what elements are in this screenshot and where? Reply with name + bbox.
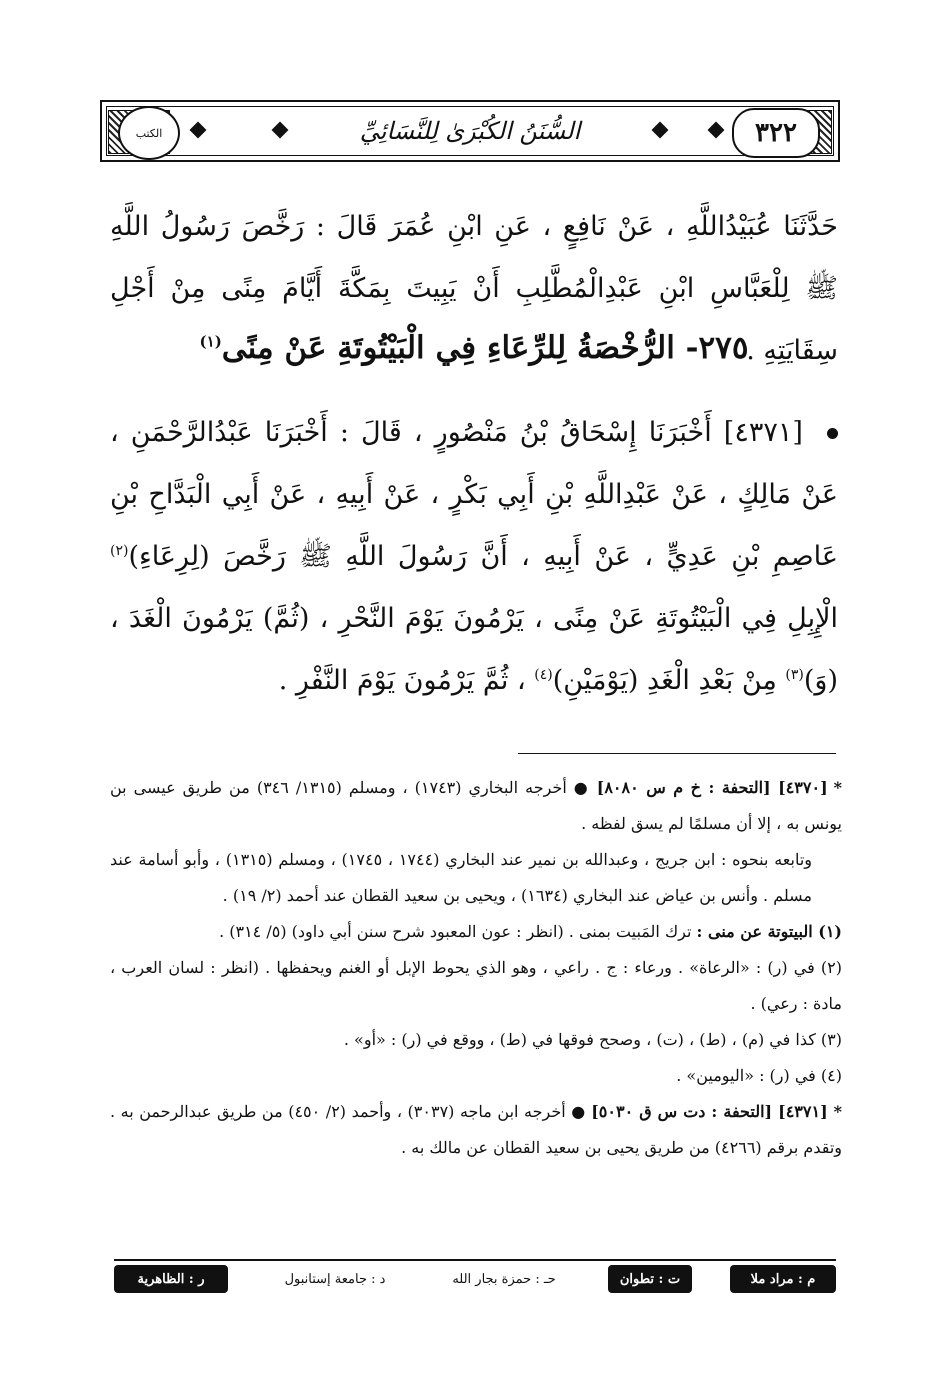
hadith-text: أَخْبَرَنَا إِسْحَاقُ بْنُ مَنْصُورٍ ، قَالَ : أَخْبَرَنَا عَبْدُالرَّحْمَنِ ، عَنْ مَالِكٍ ، عَنْ عَبْدِاللَّهِ بْنِ أَبِي بَكْرٍ ، عَنْ أَبِيهِ ، عَنْ أَبِي الْبَدَّاحِ بْنِ عَاصِمِ بْنِ عَدِيٍّ ، عَنْ أَبِيهِ ، أَنَّ رَسُولَ اللَّهِ ﷺ رَخَّصَ (لِرِعَاءِ) bbox=[110, 417, 838, 572]
footnote-term: (١) البيتوتة عن منى : bbox=[696, 922, 842, 941]
footnote-4: (٤) في (ر) : «اليومين» . bbox=[676, 1066, 842, 1085]
bottom-rule bbox=[114, 1259, 836, 1261]
legend-h: حـ : حمزة بجار الله bbox=[452, 1271, 556, 1287]
legend-d: د : جامعة إستانبول bbox=[284, 1271, 386, 1287]
page-number: ٣٢٢ bbox=[732, 108, 820, 158]
publisher-emblem bbox=[118, 106, 180, 160]
takhrij-continuation: وتابعه بنحوه : ابن جريج ، وعبدالله بن نمير عند البخاري (١٧٤٤ ، ١٧٤٥) ، ومسلم (١٣١٥) ، وأبو أسامة عند مسلم . وأنس بن عياض عند البخاري (١٦٣٤) ، ويحيى بن سعيد القطان عند أحمد (٢/ ١٩) . bbox=[110, 850, 812, 905]
legend-r: ر : الظاهرية bbox=[114, 1265, 228, 1293]
footnote-2: (٢) في (ر) : «الرعاة» . ورعاء : ج . راعي ، وهو الذي يحوط الإبل أو الغنم ويحفظها . (انظر : لسان العرب ، مادة : رعي) . bbox=[110, 958, 842, 1013]
footnote-3: (٣) كذا في (م) ، (ط) ، (ت) ، وصحح فوقها في (ط) ، ووقع في (ر) : «أو» . bbox=[343, 1030, 842, 1049]
hadith-4371 bbox=[110, 402, 838, 712]
chapter-heading bbox=[110, 330, 838, 366]
footnote-1 bbox=[110, 914, 842, 950]
hadith-text: الْإِبِلِ فِي الْبَيْتُوتَةِ عَنْ مِنًى ، يَرْمُونَ يَوْمَ النَّحْرِ ، (ثُمَّ) يَرْمُونَ الْغَدَ ، (وَ) bbox=[110, 603, 838, 696]
book-title: السُّنَنُ الكُبْرَىٰ لِلنَّسَائِيِّ bbox=[359, 117, 581, 145]
continued-hadith-text: حَدَّثَنَا عُبَيْدُاللَّهِ ، عَنْ نَافِعٍ ، عَنِ ابْنِ عُمَرَ قَالَ : رَخَّصَ رَسُولُ اللَّهِ ﷺ لِلْعَبَّاسِ ابْنِ عَبْدِالْمُطَّلِبِ أَنْ يَبِيتَ بِمَكَّةَ أَيَّامَ مِنًى مِنْ أَجْلِ سِقَايَتِهِ . bbox=[110, 211, 838, 366]
takhrij-4370 bbox=[110, 770, 842, 842]
emblem-text: الكتب bbox=[135, 126, 163, 140]
hadith-text: مِنْ بَعْدِ الْغَدِ (يَوْمَيْنِ) bbox=[552, 665, 786, 696]
page-header bbox=[100, 100, 840, 162]
hadith-text: ، ثُمَّ يَرْمُونَ يَوْمَ النَّفْرِ . bbox=[278, 665, 535, 696]
footnote-ref: (٣) bbox=[785, 667, 804, 683]
footnote-ref: (٤) bbox=[534, 667, 553, 683]
footnotes bbox=[110, 770, 842, 1166]
takhrij-text: ● أخرجه ابن ماجه (٣٠٣٧) ، وأحمد (٢/ ٤٥٠) من طريق عبدالرحمن به . وتقدم برقم (٤٢٦٦) من طريق يحيى بن سعيد القطان عن مالك به . bbox=[110, 1102, 842, 1157]
footnote-separator bbox=[518, 753, 836, 754]
takhrij-text: ● أخرجه البخاري (١٧٤٣) ، ومسلم (١٣١٥/ ٣٤٦) من طريق عيسى بن يونس به ، إلا أن مسلمًا لم يسق لفظه . bbox=[110, 778, 842, 833]
footnote-text: ترك المَبيت بمنى . (انظر : عون المعبود شرح سنن أبي داود) (٥/ ٣١٤) . bbox=[219, 922, 697, 941]
takhrij-ref: [٤٣٧١] [التحفة : دت س ق ٥٠٣٠] bbox=[591, 1102, 828, 1121]
legend-t: ت : تطوان bbox=[608, 1265, 692, 1293]
star-icon: * bbox=[833, 778, 843, 797]
bullet-icon bbox=[827, 428, 838, 439]
footnote-ref: (٢) bbox=[110, 543, 129, 559]
takhrij-4371 bbox=[110, 1094, 842, 1166]
chapter-title: ٢٧٥- الرُّخْصَةُ لِلرِّعَاءِ فِي الْبَيْتُوتَةِ عَنْ مِنًى bbox=[221, 330, 749, 366]
legend-m: م : مراد ملا bbox=[730, 1265, 836, 1293]
star-icon: * bbox=[833, 1102, 843, 1121]
takhrij-ref: [٤٣٧٠] [التحفة : خ م س ٨٠٨٠] bbox=[596, 778, 828, 797]
hadith-number: [٤٣٧١] bbox=[723, 417, 803, 448]
footnote-ref: (١) bbox=[199, 332, 222, 351]
